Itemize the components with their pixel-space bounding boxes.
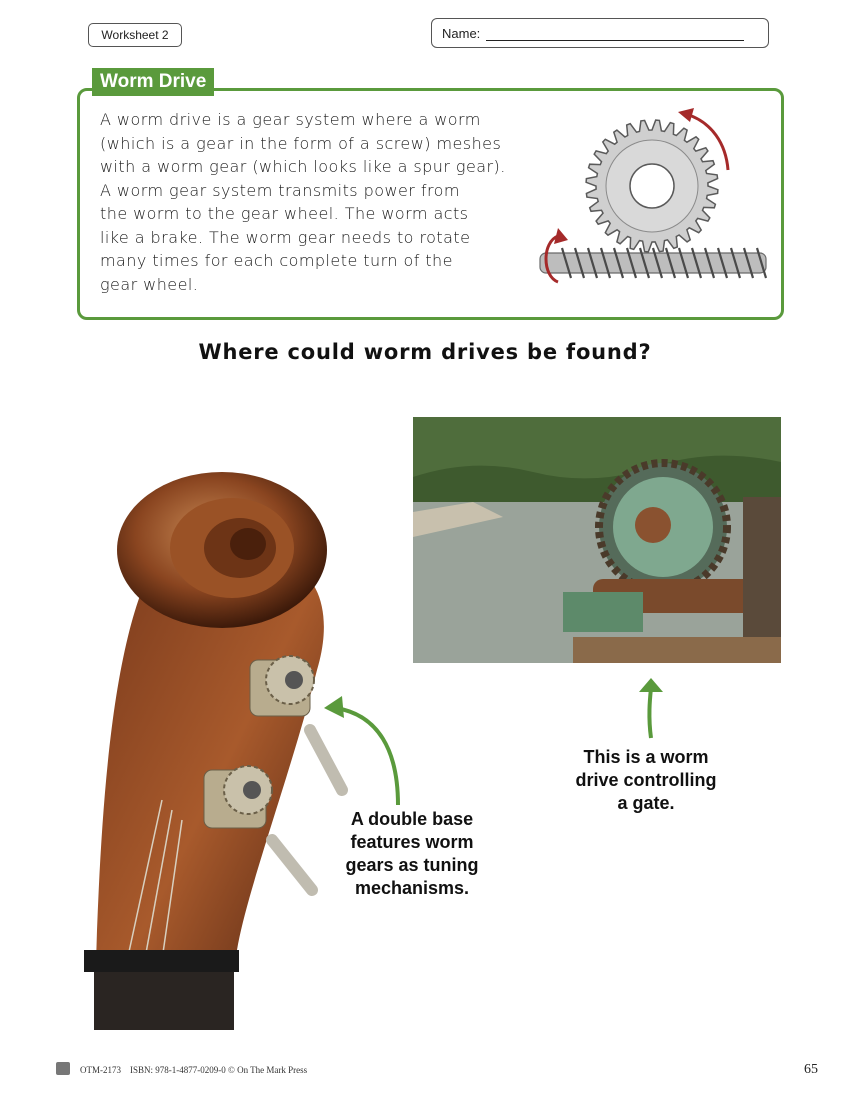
info-line: many times for each complete turn of the (100, 251, 453, 270)
info-line: A worm drive is a gear system where a worm (100, 110, 481, 129)
info-line: A worm gear system transmits power from (100, 180, 460, 200)
caption-line: This is a worm (583, 747, 709, 767)
footer-text (80, 1065, 307, 1075)
gear-hole-icon (630, 164, 674, 208)
bass-caption (326, 808, 498, 900)
gate-pointer-arrow-icon (636, 676, 666, 740)
info-line: with a worm gear (which looks like a spur gear). (100, 157, 506, 176)
footer-code: OTM-2173 (80, 1065, 121, 1075)
worm-gear-illustration (534, 108, 774, 293)
info-line: like a brake. The worm gear needs to rotate (100, 227, 471, 247)
worksheet-label: Worksheet 2 (88, 23, 182, 47)
question-heading: Where could worm drives be found? (198, 340, 652, 364)
publisher-logo-icon (56, 1062, 70, 1075)
page-footer (56, 1062, 818, 1080)
name-field[interactable] (431, 18, 769, 48)
rotation-arrow-head-icon (678, 108, 694, 122)
caption-line: A double base (350, 809, 474, 829)
info-paragraph (100, 108, 550, 296)
worm-rotation-arrow-head-icon (554, 228, 568, 244)
caption-line: drive controlling (575, 770, 717, 790)
footer-isbn: ISBN: 978-1-4877-0209-0 © On The Mark Press (130, 1065, 308, 1075)
gate-worm-drive-photo (413, 417, 781, 663)
gate-caption (556, 746, 736, 815)
info-title: Worm Drive (92, 68, 214, 96)
caption-line: features worm (350, 832, 474, 852)
caption-line: a gate. (617, 793, 675, 813)
name-input-line[interactable] (486, 26, 744, 41)
gear-wheel-icon (586, 120, 718, 252)
caption-line: gears as tuning (345, 855, 479, 875)
info-line: gear wheel. (100, 274, 199, 294)
info-line: the worm to the gear wheel. The worm acts (100, 204, 469, 223)
info-line: (which is a gear in the form of a screw) meshes (100, 133, 502, 153)
page-number: 65 (804, 1062, 818, 1077)
bass-pointer-arrow-icon (318, 690, 408, 810)
worm-shaft-icon (540, 253, 766, 273)
caption-line: mechanisms. (354, 878, 470, 898)
name-label: Name: (442, 25, 481, 41)
